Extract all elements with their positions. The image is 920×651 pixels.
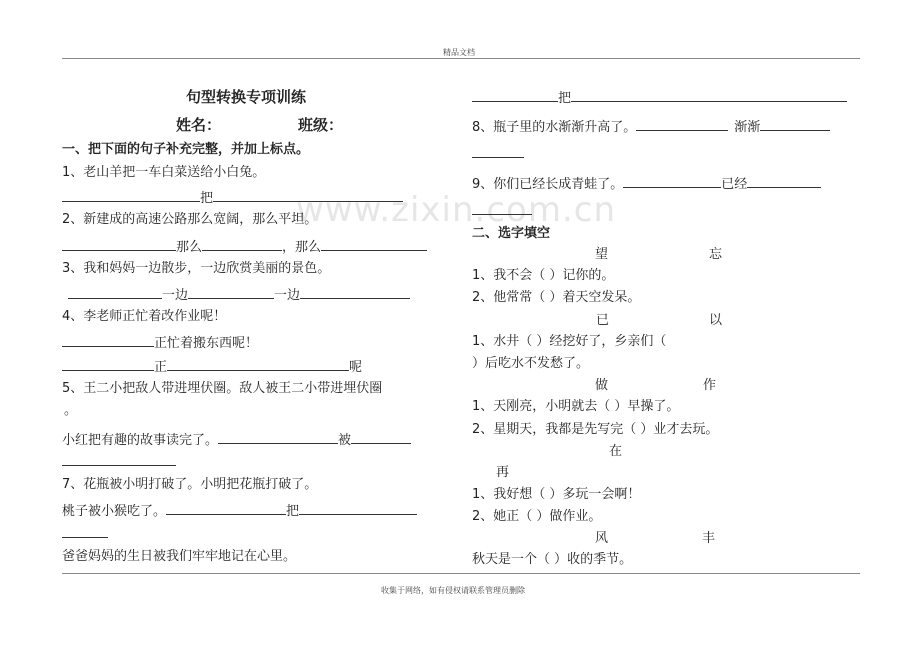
q2-answer-line	[62, 237, 427, 256]
section-2-heading: 二、选字填空	[472, 226, 551, 241]
q6-line	[62, 430, 411, 449]
q4-answer-line	[62, 357, 362, 376]
footer-label: 收集于网络，如有侵权请联系管理员删除	[381, 586, 525, 595]
blank[interactable]	[68, 285, 162, 299]
q7-prompt: 桃子被小猴吃了。	[62, 504, 167, 519]
q9-line-2	[472, 201, 532, 220]
q6-line-2	[62, 452, 176, 471]
blank[interactable]	[62, 357, 154, 371]
blank[interactable]	[747, 174, 821, 188]
q2-text: 2、新建成的高速公路那么宽阔，那么平坦。	[62, 212, 318, 227]
g4-char-1: 在	[609, 444, 623, 459]
blank[interactable]	[188, 285, 274, 299]
g2-sentence-2: ）后吃水不发愁了。	[472, 356, 590, 371]
g3-char-2: 作	[703, 378, 717, 393]
header-label: 精品文档	[443, 48, 475, 57]
blank[interactable]	[623, 174, 721, 188]
q8-jianjian: 渐渐	[734, 120, 761, 135]
q1-ba: 把	[200, 191, 214, 206]
blank[interactable]	[202, 237, 282, 251]
r0-ba: 把	[558, 91, 572, 106]
page-title: 句型转换专项训练	[186, 88, 307, 106]
g5-char-1: 风	[595, 531, 609, 546]
g4-char-2: 再	[496, 465, 510, 480]
q4-zheng: 正	[154, 360, 168, 375]
header-rule	[62, 58, 860, 59]
q9-line	[472, 174, 821, 193]
q7-answer-line	[62, 501, 417, 520]
q7-line-2	[62, 524, 108, 543]
blank[interactable]	[472, 201, 532, 215]
q5-period: 。	[64, 403, 78, 418]
g2-char-2: 以	[709, 313, 723, 328]
q9-text: 9、你们已经长成青蛙了。	[472, 177, 624, 192]
q6-text: 小红把有趣的故事读完了。	[62, 433, 219, 448]
g4-sentence-1: 1、我好想（ ）多玩一会啊！	[472, 487, 641, 502]
blank[interactable]	[321, 237, 427, 251]
blank[interactable]	[62, 333, 154, 347]
blank[interactable]	[218, 430, 338, 444]
q4-text: 4、李老师正忙着改作业呢！	[62, 309, 227, 324]
q5-text: 5、王二小把敌人带进埋伏圈。敌人被王二小带进埋伏圈	[62, 381, 383, 396]
blank[interactable]	[351, 430, 411, 444]
q6-bei: 被	[338, 433, 352, 448]
g1-sentence-1: 1、我不会（ ）记你的。	[472, 268, 615, 283]
q3-answer-line	[68, 285, 410, 304]
blank[interactable]	[62, 524, 108, 538]
q1-answer-line	[62, 188, 403, 207]
blank[interactable]	[62, 237, 176, 251]
watermark: www.zixin.com.cn	[296, 190, 616, 230]
g1-char-2: 忘	[709, 247, 723, 262]
blank[interactable]	[166, 501, 286, 515]
q3-text: 3、我和妈妈一边散步，一边欣赏美丽的景色。	[62, 261, 331, 276]
blank[interactable]	[760, 117, 830, 131]
g1-char-1: 望	[595, 247, 609, 262]
g3-sentence-2: 2、星期天，我都是先写完（ ）业才去玩。	[472, 422, 719, 437]
q2-nama: 那么	[176, 240, 203, 255]
g5-sentence-1: 秋天是一个（ ）收的季节。	[472, 552, 633, 567]
g2-sentence-1: 1、水井（ ）经挖好了，乡亲们（	[472, 334, 667, 349]
blank[interactable]	[299, 501, 417, 515]
section-1-heading: 一、把下面的句子补充完整，并加上标点。	[62, 142, 310, 157]
blank[interactable]	[472, 144, 524, 158]
q4-example	[62, 333, 258, 352]
q2-comma-nama: ，那么	[282, 240, 322, 255]
g3-sentence-1: 1、天刚亮，小明就去（ ）早操了。	[472, 399, 680, 414]
q8-line	[472, 117, 830, 136]
q7-ba: 把	[286, 504, 300, 519]
blank[interactable]	[571, 88, 847, 102]
g1-sentence-2: 2、他常常（ ）着天空发呆。	[472, 290, 641, 305]
blank[interactable]	[167, 357, 349, 371]
q3-yibian-1: 一边	[162, 288, 189, 303]
name-label: 姓名：	[176, 116, 222, 134]
q4-ne: 呢	[349, 360, 363, 375]
q1-text: 1、老山羊把一车白菜送给小白兔。	[62, 165, 266, 180]
r0-answer-line	[472, 88, 847, 107]
blank[interactable]	[300, 285, 410, 299]
q8-text: 8、瓶子里的水渐渐升高了。	[472, 120, 637, 135]
q3-yibian-2: 一边	[274, 288, 301, 303]
g2-char-1: 已	[596, 313, 610, 328]
footer-rule	[62, 573, 860, 574]
g5-char-2: 丰	[702, 531, 716, 546]
q7-text: 7、花瓶被小明打破了。小明把花瓶打破了。	[62, 477, 318, 492]
class-label: 班级：	[298, 116, 344, 134]
q8-line-2	[472, 144, 524, 163]
blank[interactable]	[636, 117, 728, 131]
q8-lead-text: 爸爸妈妈的生日被我们牢牢地记在心里。	[62, 549, 297, 564]
blank[interactable]	[472, 88, 558, 102]
g4-sentence-2: 2、她正（ ）做作业。	[472, 509, 602, 524]
blank[interactable]	[62, 188, 200, 202]
q4-example-text: 正忙着搬东西呢！	[154, 336, 259, 351]
q9-yijing: 已经	[721, 177, 748, 192]
g3-char-1: 做	[595, 378, 609, 393]
blank[interactable]	[62, 452, 176, 466]
blank[interactable]	[213, 188, 403, 202]
